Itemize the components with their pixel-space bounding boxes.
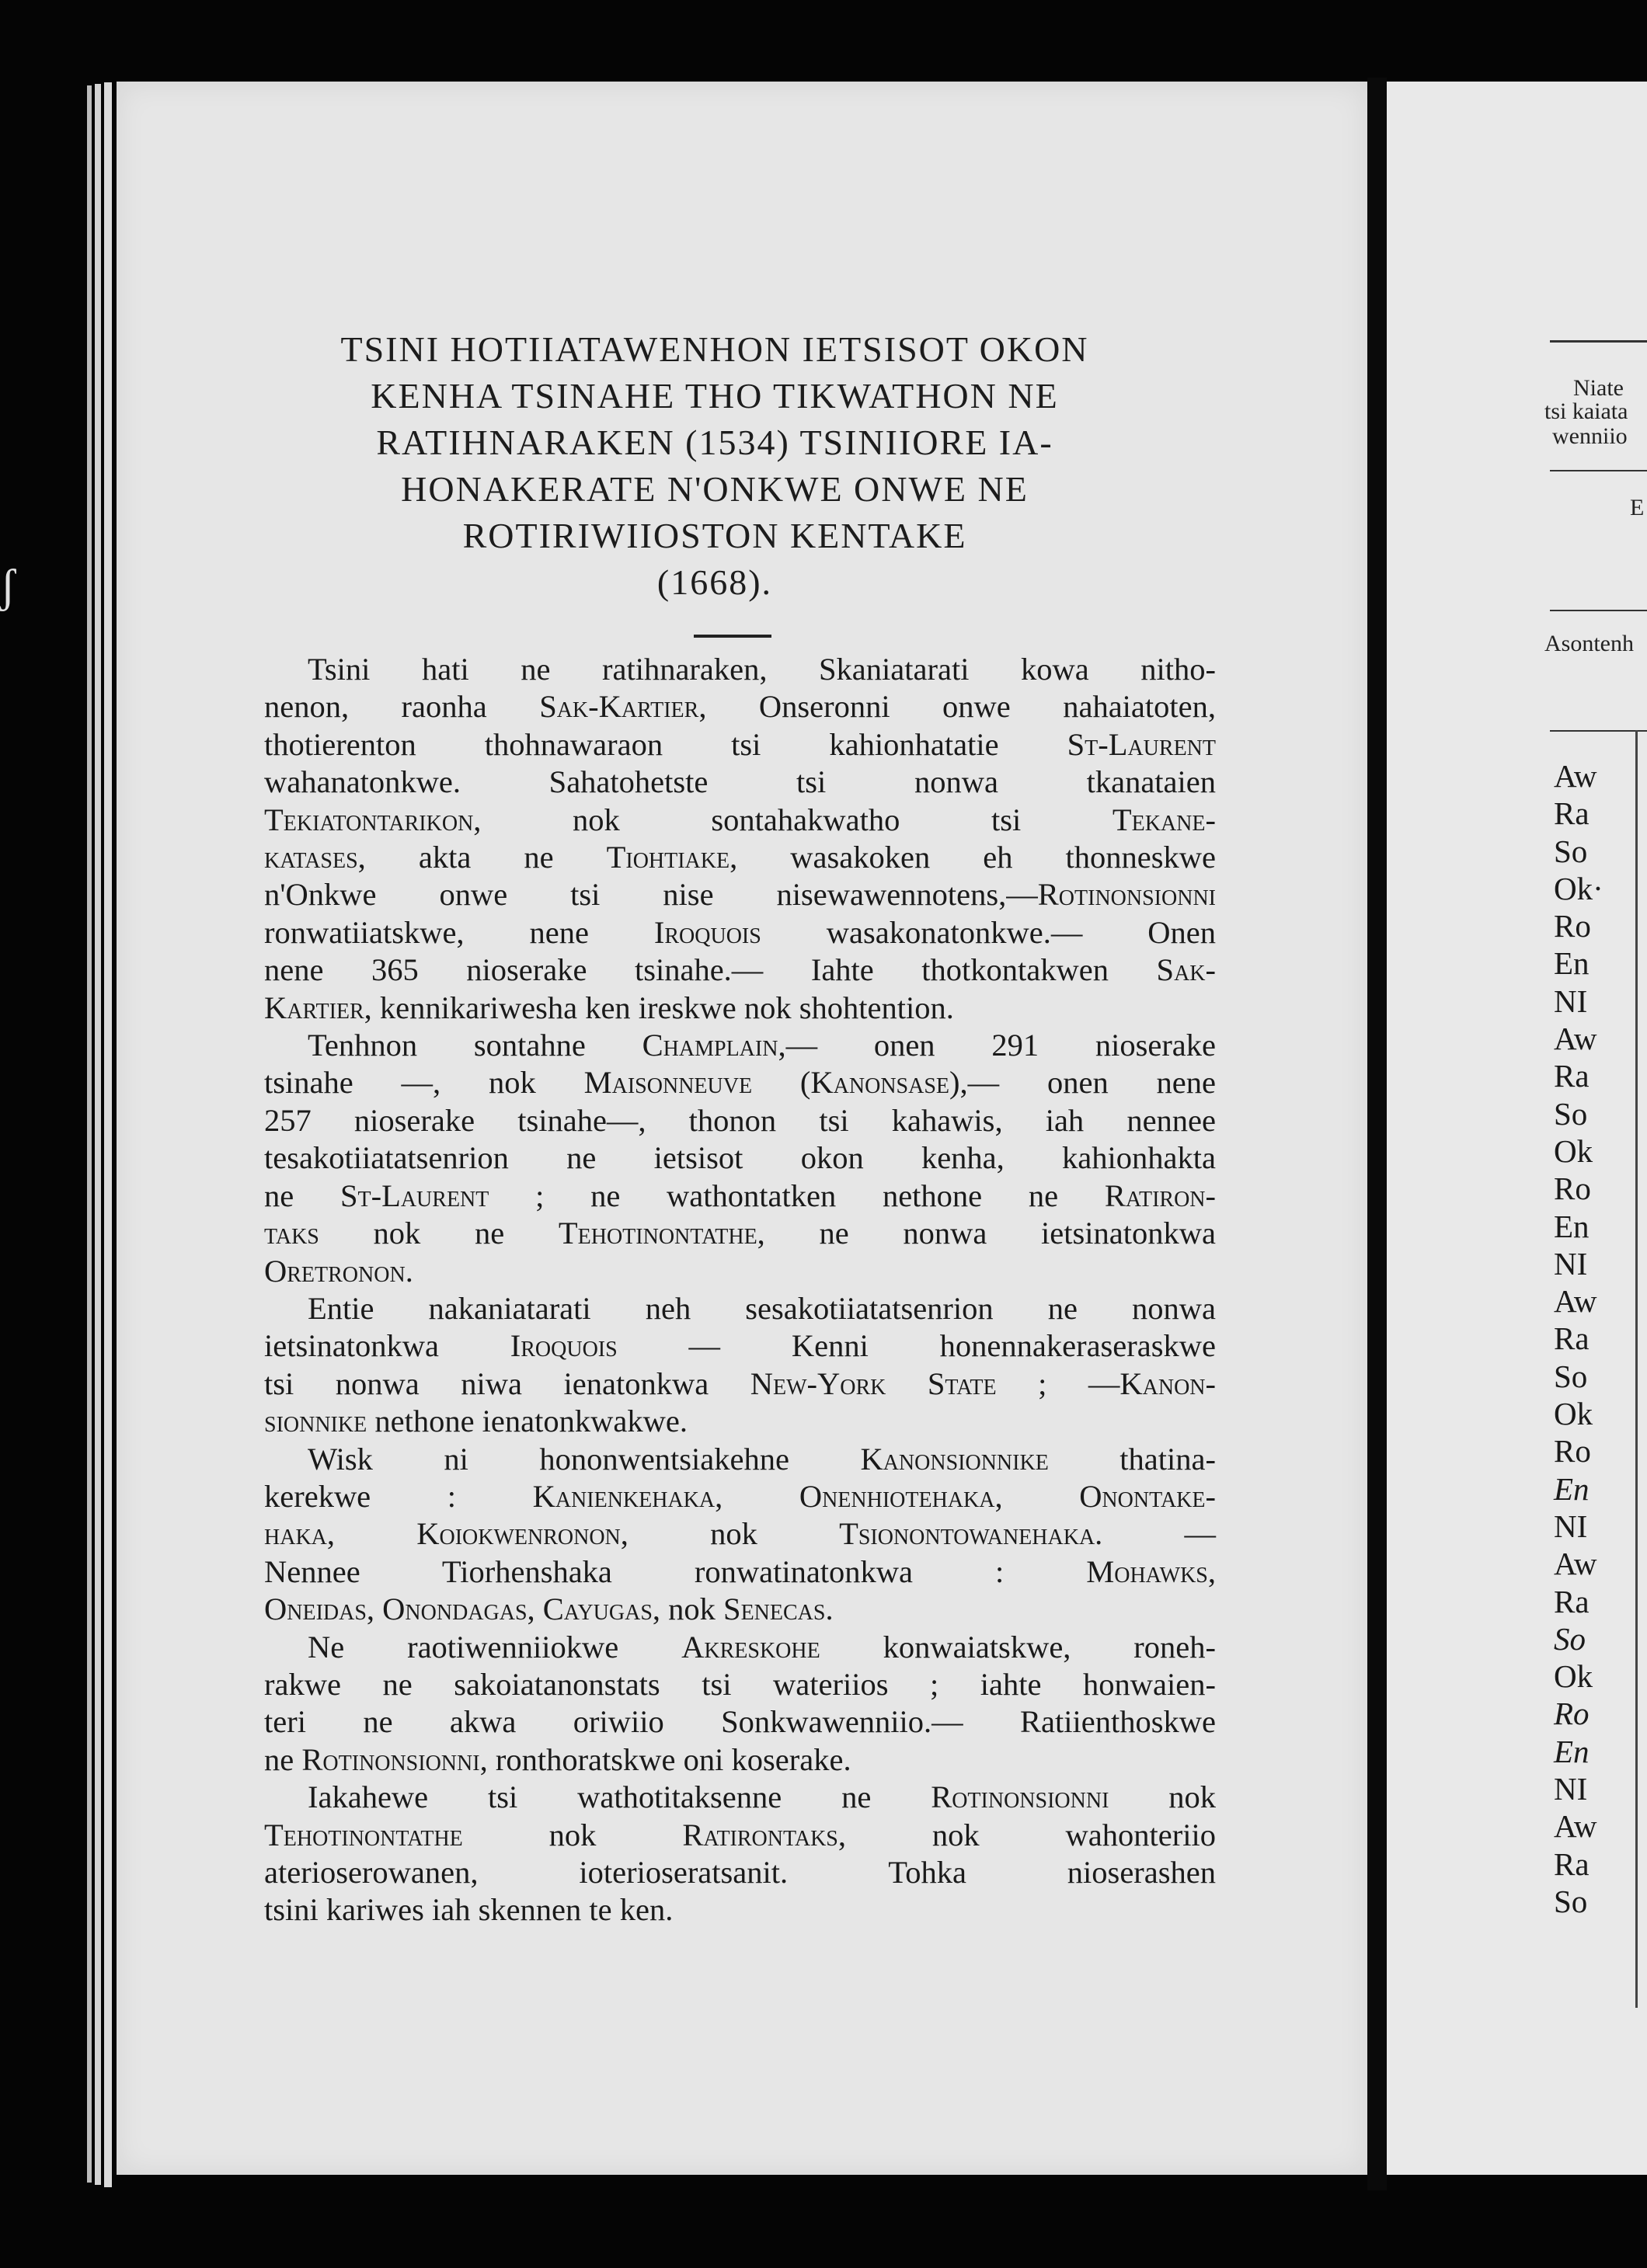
- heading-line: HONAKERATE N'ONKWE ONWE NE: [401, 469, 1029, 509]
- text-line: kerekwe : Kanienkehaka, Onenhiotehaka, Onontake-: [264, 1478, 1216, 1514]
- text-line: ne Rotinonsionni, ronthoratskwe oni koserake.: [264, 1741, 851, 1777]
- text-line: ronwatiiatskwe, nene Iroquois wasakonatonkwe.— Onen: [264, 914, 1216, 950]
- abbreviation-entry: Ok: [1554, 1132, 1593, 1169]
- binding-mark: ʃ: [0, 560, 16, 611]
- abbreviation-entry: Ro: [1554, 1433, 1591, 1470]
- small-caps-name: Tekane-: [1112, 802, 1216, 837]
- page-stack-edge: [95, 84, 101, 2185]
- small-caps-name: New-York State: [750, 1365, 997, 1401]
- abbreviation-entry: NI: [1554, 1508, 1588, 1544]
- small-caps-name: Iroquois: [510, 1328, 618, 1364]
- text-line: Nennee Tiorhenshaka ronwatinatonkwa : Mohawks,: [264, 1553, 1216, 1589]
- abbreviation-column: [1554, 757, 1639, 1920]
- abbreviation-entry: Ro: [1554, 1171, 1591, 1207]
- small-caps-name: Kanon-: [1119, 1365, 1216, 1401]
- text-line: Iakahewe tsi wathotitaksenne ne Rotinonsionni nok: [308, 1779, 1216, 1815]
- abbreviation-entry: So: [1554, 1620, 1586, 1657]
- chapter-heading: [179, 326, 1251, 606]
- abbreviation-entry: Aw: [1554, 1021, 1597, 1057]
- small-caps-name: Tiohtiake: [606, 840, 730, 875]
- text-line: taks nok ne Tehotinontathe, ne nonwa ietsinatonkwa: [264, 1216, 1216, 1251]
- text-line: aterioserowanen, ioterioseratsanit. Tohka nioserashen: [264, 1855, 1216, 1890]
- text-line: haka, Koiokwenronon, nok Tsionontowanehaka. —: [264, 1516, 1217, 1552]
- text-line: ietsinatonkwa Iroquois — Kenni honennakeraseraskwe: [264, 1328, 1216, 1364]
- right-line-4: E: [1630, 495, 1645, 520]
- abbreviation-entry: Ok·: [1554, 870, 1603, 906]
- text-line: Tehotinontathe nok Ratirontaks, nok wahonteriio: [264, 1817, 1216, 1852]
- text-line: Tsini hati ne ratihnaraken, Skaniatarati kowa nitho-: [308, 652, 1216, 687]
- text-line: Wisk ni hononwentsiakehne Kanonsionnike thatina-: [308, 1441, 1216, 1477]
- small-caps-name: Rotinonsionni: [931, 1779, 1109, 1815]
- abbreviation-entry: NI: [1554, 1245, 1588, 1282]
- small-caps-name: Tsionontowanehaka: [839, 1516, 1095, 1552]
- text-line: thotierenton thohnawaraon tsi kahionhatatie St-Laurent: [264, 726, 1216, 762]
- right-top-rule: [1550, 340, 1647, 343]
- small-caps-name: Onenhiotehaka: [799, 1478, 995, 1514]
- page-stack-edge: [104, 82, 112, 2187]
- text-line: Kartier, kennikariwesha ken ireskwe nok shohtention.: [264, 990, 954, 1025]
- small-caps-name: taks: [264, 1216, 319, 1251]
- small-caps-name: Sak-Kartier: [539, 689, 699, 725]
- abbreviation-entry: Ro: [1554, 1696, 1590, 1732]
- heading-line: KENHA TSINAHE THO TIKWATHON NE: [371, 376, 1059, 416]
- small-caps-name: Ratiron-: [1104, 1177, 1217, 1213]
- text-line: Entie nakaniatarati neh sesakotiiatatsenrion ne nonwa: [308, 1290, 1216, 1326]
- abbreviation-entry: En: [1554, 1208, 1590, 1244]
- heading-line: (1668).: [656, 562, 773, 602]
- text-line: wahanatonkwe. Sahatohetste tsi nonwa tkanataien: [264, 764, 1216, 800]
- small-caps-name: Ratirontaks: [682, 1817, 838, 1852]
- text-line: Oneidas, Onondagas, Cayugas, nok Senecas.: [264, 1591, 834, 1627]
- small-caps-name: Kartier: [264, 990, 364, 1025]
- abbreviation-entry: So: [1554, 833, 1588, 869]
- abbreviation-entry: Ro: [1554, 908, 1591, 944]
- small-caps-name: Akreskohe: [681, 1629, 820, 1664]
- abbreviation-entry: So: [1554, 1883, 1588, 1919]
- paragraph: [264, 1290, 1216, 1441]
- small-caps-name: Iroquois: [653, 914, 761, 950]
- abbreviation-entry: NI: [1554, 983, 1588, 1019]
- small-caps-name: Onontake-: [1079, 1478, 1216, 1514]
- small-caps-name: Rotinonsionni: [1037, 877, 1216, 913]
- text-line: tesakotiiatatsenrion ne ietsisot okon kenha, kahionhakta: [264, 1140, 1216, 1176]
- heading-rule: [694, 635, 771, 638]
- text-line: ne St-Laurent ; ne wathontatken nethone ne Ratiron-: [264, 1177, 1217, 1213]
- small-caps-name: Cayugas: [542, 1591, 653, 1627]
- heading-line: ROTIRIWIIOSTON KENTAKE: [462, 516, 967, 555]
- page-gutter: [1367, 78, 1387, 2190]
- small-caps-name: Mohawks: [1086, 1553, 1208, 1589]
- small-caps-name: St-Laurent: [1067, 726, 1216, 762]
- text-line: tsinahe —, nok Maisonneuve (Kanonsase),— onen nene: [264, 1065, 1216, 1101]
- right-rule: [1550, 470, 1647, 471]
- page-stack-edge: [87, 85, 92, 2183]
- paragraph: [264, 1779, 1216, 1929]
- text-line: tsini kariwes iah skennen te ken.: [264, 1892, 674, 1928]
- text-line: Tekiatontarikon, nok sontahakwatho tsi Tekane-: [264, 802, 1216, 837]
- abbreviation-entry: Ra: [1554, 1845, 1590, 1882]
- text-line: sionnike nethone ienatonkwakwe.: [264, 1404, 688, 1439]
- small-caps-name: Tehotinontathe: [558, 1216, 757, 1251]
- text-line: Oretronon.: [264, 1253, 413, 1289]
- abbreviation-entry: Ra: [1554, 1058, 1590, 1094]
- text-line: Tenhnon sontahne Champlain,— onen 291 nioserake: [308, 1028, 1217, 1063]
- small-caps-name: katases: [264, 840, 358, 875]
- right-rule: [1550, 610, 1647, 611]
- paragraph: [264, 1027, 1216, 1290]
- text-line: n'Onkwe onwe tsi nise nisewawennotens,—Rotinonsionni: [264, 877, 1216, 913]
- heading-line: RATIHNARAKEN (1534) TSINIIORE IA-: [376, 423, 1053, 462]
- abbreviation-entry: Ok: [1554, 1658, 1593, 1695]
- abbreviation-entry: En: [1554, 1470, 1590, 1507]
- right-line-5: Asontenh: [1544, 631, 1634, 656]
- small-caps-name: Kanonsionnike: [860, 1441, 1049, 1477]
- small-caps-name: Sak-: [1156, 952, 1216, 988]
- small-caps-name: Champlain: [642, 1028, 778, 1063]
- abbreviation-entry: En: [1554, 1733, 1590, 1769]
- text-line: 257 nioserake tsinahe—, thonon tsi kahawis, iah nennee: [264, 1102, 1216, 1138]
- small-caps-name: Oneidas: [264, 1591, 367, 1627]
- abbreviation-entry: Ra: [1554, 1583, 1590, 1619]
- paragraph: [264, 1629, 1216, 1779]
- small-caps-name: Maisonneuve: [583, 1065, 753, 1101]
- small-caps-name: Kanonsase: [810, 1065, 950, 1101]
- small-caps-name: Koiokwenronon: [416, 1516, 621, 1552]
- small-caps-name: sionnike: [264, 1404, 367, 1439]
- text-line: nene 365 nioserake tsinahe.— Iahte thotkontakwen Sak-: [264, 952, 1216, 988]
- abbreviation-entry: So: [1554, 1358, 1588, 1394]
- small-caps-name: Oretronon: [264, 1253, 406, 1289]
- text-line: Ne raotiwenniiokwe Akreskohe konwaiatskwe, roneh-: [308, 1629, 1216, 1664]
- text-line: katases, akta ne Tiohtiake, wasakoken eh thonneskwe: [264, 840, 1216, 875]
- abbreviation-entry: Aw: [1554, 758, 1597, 794]
- small-caps-name: Tehotinontathe: [264, 1817, 463, 1852]
- abbreviation-entry: So: [1554, 1095, 1588, 1132]
- paragraph: [264, 1441, 1216, 1629]
- text-line: rakwe ne sakoiatanonstats tsi wateriios ; iahte honwaien-: [264, 1666, 1216, 1702]
- abbreviation-entry: Aw: [1554, 1283, 1597, 1320]
- right-rule: [1550, 730, 1647, 732]
- heading-line: TSINI HOTIIATAWENHON IETSISOT OKON: [340, 329, 1089, 369]
- small-caps-name: haka: [264, 1516, 327, 1552]
- body-text: [264, 651, 1216, 1929]
- abbreviation-entry: Aw: [1554, 1808, 1597, 1845]
- small-caps-name: Tekiatontarikon: [264, 802, 474, 837]
- abbreviation-entry: Aw: [1554, 1546, 1597, 1582]
- small-caps-name: St-Laurent: [339, 1177, 489, 1213]
- small-caps-name: Kanienkehaka: [532, 1478, 716, 1514]
- abbreviation-entry: Ra: [1554, 1320, 1590, 1357]
- text-line: nenon, raonha Sak-Kartier, Onseronni onwe nahaiatoten,: [264, 689, 1217, 725]
- text-line: teri ne akwa oriwiio Sonkwawenniio.— Ratiienthoskwe: [264, 1704, 1216, 1740]
- small-caps-name: Rotinonsionni: [301, 1741, 480, 1777]
- text-line: tsi nonwa niwa ienatonkwa New-York State ; —Kanon-: [264, 1365, 1216, 1401]
- paragraph: [264, 651, 1216, 1027]
- small-caps-name: Onondagas: [382, 1591, 528, 1627]
- small-caps-name: Senecas: [723, 1591, 826, 1627]
- right-line-2: tsi kaiata: [1544, 398, 1628, 424]
- abbreviation-entry: Ra: [1554, 795, 1590, 832]
- right-line-3: wenniio: [1552, 423, 1628, 449]
- right-line-1: Niate: [1573, 375, 1624, 401]
- abbreviation-entry: Ok: [1554, 1396, 1593, 1432]
- abbreviation-entry: NI: [1554, 1771, 1588, 1807]
- abbreviation-entry: En: [1554, 945, 1590, 982]
